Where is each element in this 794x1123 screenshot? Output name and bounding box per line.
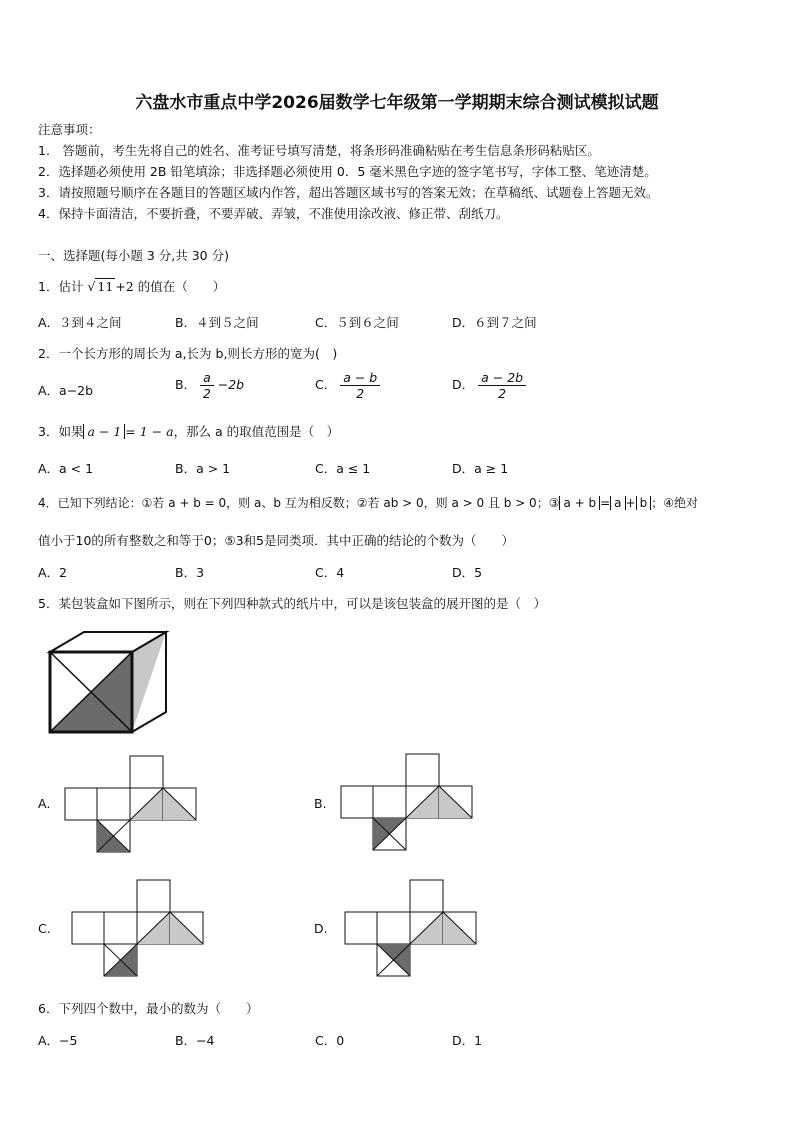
q3-abs-expr: a − 1 [83,424,125,439]
q1-option-b[interactable]: B．４到５之间 [175,315,259,330]
net-option-c[interactable] [71,879,205,979]
net-square [130,756,163,788]
q4-abs-a: a [610,496,625,510]
q1-radicand: 11 [97,279,114,294]
q2-option-d-label: D． [452,377,475,392]
net-square [410,880,443,912]
q3-option-b[interactable]: B．a > 1 [175,461,231,476]
net-square [341,786,373,818]
net-square [377,912,410,944]
q5-option-a-label[interactable]: A. [38,796,51,811]
q4-option-a[interactable]: A．2 [38,565,68,580]
q4-option-b[interactable]: B．3 [175,565,205,580]
q4-abs-b: b [636,496,652,510]
notice-item: 4．保持卡面清洁，不要折叠，不要弄破、弄皱，不准使用涂改液、修正带、刮纸刀。 [38,206,509,221]
q2-option-d[interactable] [452,370,526,401]
q2-d-denominator: 2 [498,386,507,401]
net-square [72,912,104,944]
q1-suffix: 的值在（ ） [137,279,226,294]
question-4 [38,494,698,511]
net-square [97,788,130,820]
question-5: 5．某包装盒如下图所示，则在下列四种款式的纸片中，可以是该包装盒的展开图的是（ ） [38,596,546,611]
notice-item: 2．选择题必须使用 2B 铅笔填涂；非选择题必须使用 0．5 毫米黑色字迹的签字笔书写，字体工整、笔迹清楚。 [38,164,657,179]
question-6: 6．下列四个数中，最小的数为（ ） [38,1001,259,1016]
q4-option-d[interactable]: D．5 [452,565,483,580]
q2-b-denominator: 2 [202,386,211,401]
q2-option-c-label: C． [315,377,337,392]
q2-c-numerator: a − b [340,370,380,386]
net-option-a[interactable] [64,755,198,855]
q6-option-d[interactable]: D．1 [452,1033,483,1048]
q1-plus: +2 [115,279,134,294]
net-square [104,912,137,944]
page-title: 六盘水市重点中学2026届数学七年级第一学期期末综合测试模拟试题 [135,93,659,113]
q2-b-tail: −2b [217,377,245,392]
q5-option-c-label[interactable]: C. [38,921,51,936]
net-square [65,788,97,820]
q3-option-c[interactable]: C．a ≤ 1 [315,461,371,476]
q1-option-c[interactable]: C．５到６之间 [315,315,399,330]
q6-option-b[interactable]: B．−4 [175,1033,215,1048]
q3-equation: = 1 − a [125,424,174,439]
net-square [406,754,439,786]
q4-part-2: ；④绝对 [651,496,698,510]
net-square [137,880,170,912]
question-4-line-2: 值小于10的所有整数之和等于0；⑤3和5是同类项．其中正确的结论的个数为（ ） [38,533,514,548]
q1-option-d[interactable]: D．６到７之间 [452,315,537,330]
q2-option-b-label: B． [175,377,197,392]
net-square [373,786,406,818]
notice-item: 3．请按照题号顺序在各题目的答题区域内作答，超出答题区域书写的答案无效；在草稿纸、试题卷上答题无效。 [38,185,659,200]
q3-option-a[interactable]: A．a < 1 [38,461,94,476]
net-square [345,912,377,944]
box-figure [46,628,172,736]
q1-option-a[interactable]: A．３到４之间 [38,315,122,330]
question-3 [38,422,339,440]
q4-equals: = [600,496,611,510]
q3-prefix: 3．如果 [38,424,84,439]
q3-suffix: ，那么 a 的取值范围是（ ） [173,424,340,439]
q6-option-c[interactable]: C．0 [315,1033,345,1048]
q4-plus: + [625,496,636,510]
q2-option-a[interactable]: A．a−2b [38,383,94,398]
q5-option-d-label[interactable]: D. [314,921,328,936]
question-1: 1．估计 √ 11 +2 的值在（ ） [38,279,226,294]
q6-option-a[interactable]: A．−5 [38,1033,78,1048]
q2-option-c[interactable] [315,370,380,401]
question-2: 2．一个长方形的周长为 a,长为 b,则长方形的宽为( ) [38,346,338,361]
net-option-b[interactable] [340,753,474,853]
q4-abs-sum: a + b [559,496,600,510]
q2-b-numerator: a [200,370,214,386]
q4-option-c[interactable]: C．4 [315,565,345,580]
section-heading: 一、选择题(每小题 3 分,共 30 分) [38,248,229,263]
notice-item: 1. 答题前，考生先将自己的姓名、准考证号填写清楚，将条形码准确粘贴在考生信息条形码粘贴区。 [38,143,600,158]
q1-prefix: 1．估计 [38,279,84,294]
net-option-d[interactable] [344,879,478,979]
q2-d-numerator: a − 2b [478,370,526,386]
q2-c-denominator: 2 [356,386,365,401]
q3-option-d[interactable]: D．a ≥ 1 [452,461,509,476]
q5-option-b-label[interactable]: B. [314,796,327,811]
notice-heading: 注意事项： [38,122,101,137]
q4-part-1: 4．已知下列结论：①若 a + b = 0，则 a、b 互为相反数；②若 ab > 0，则 a > 0 且 b > 0；③ [38,496,560,510]
q2-option-b[interactable] [175,370,244,401]
